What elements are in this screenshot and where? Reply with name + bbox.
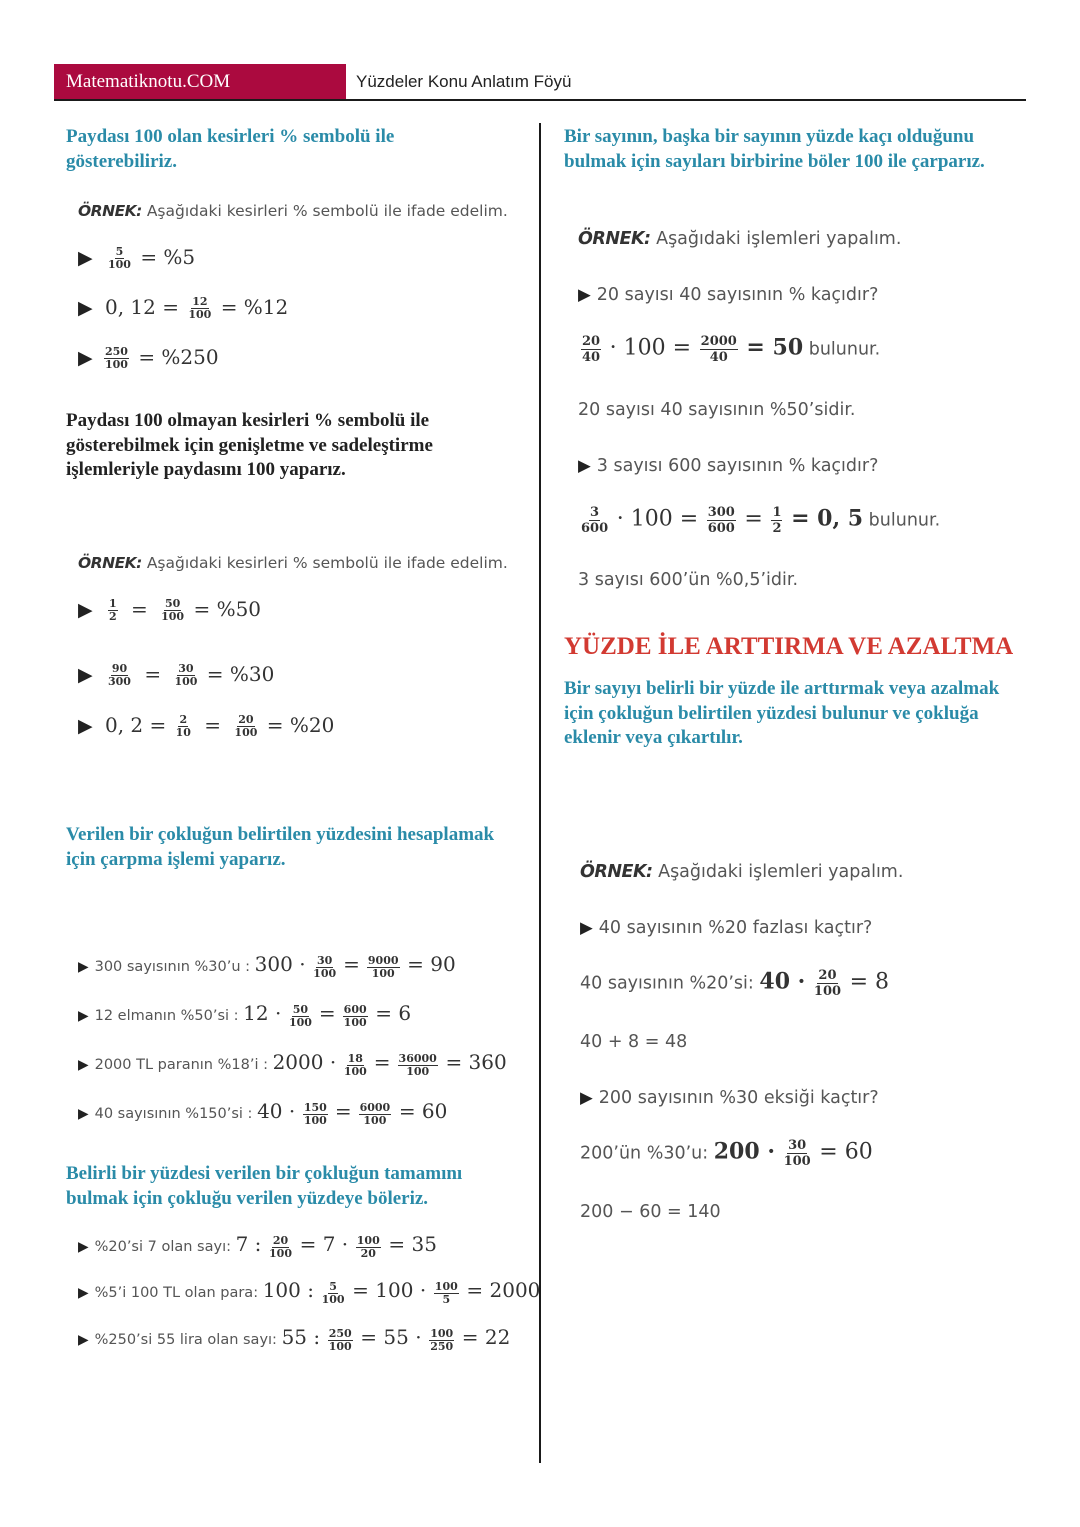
ornek-label: ÖRNEK:	[580, 862, 653, 882]
calculation: $\frac{20}{40}$ · 100 = $\frac{2000}{40}$ = 50 bulunur.	[582, 334, 881, 365]
fraction: $\frac{90}{300}$	[107, 662, 131, 688]
example-intro	[578, 229, 901, 249]
result: = %12	[220, 295, 289, 319]
example-item	[78, 295, 288, 321]
bullet-triangle-icon: ▶	[78, 715, 93, 737]
calculation: 200’ün %30’u: 200 · $\frac{30}{100}$ = 60	[580, 1138, 873, 1169]
sum-result: 40 + 8 = 48	[580, 1032, 688, 1052]
example-item: ▶ 2000 TL paranın %18’i : 2000 · $\frac{18}{100}$ = $\frac{36000}{100}$ = 360	[78, 1050, 507, 1078]
example-item: ▶ 40 sayısının %150’si : 40 · $\frac{150}{100}$ = $\frac{6000}{100}$ = 60	[78, 1099, 448, 1127]
question: ▶ 40 sayısının %20 fazlası kaçtır?	[580, 918, 873, 938]
column-divider	[539, 123, 541, 1463]
fraction: $\frac{30}{100}$	[174, 662, 198, 688]
result: = %30	[206, 662, 275, 686]
decimal: 0, 12 =	[104, 295, 179, 319]
ornek-text: Aşağıdaki işlemleri yapalım.	[656, 229, 902, 249]
ornek-label: ÖRNEK:	[78, 554, 142, 572]
example-item	[78, 245, 195, 271]
fraction: $\frac{5}{100}$	[107, 245, 131, 271]
ornek-text: Aşağıdaki kesirleri % sembolü ile ifade edelim.	[146, 554, 508, 572]
result: = %250	[138, 345, 219, 369]
bullet-triangle-icon: ▶	[580, 918, 593, 937]
question: ▶ 3 sayısı 600 sayısının % kaçıdır?	[578, 456, 879, 476]
bullet-triangle-icon: ▶	[78, 1106, 89, 1122]
bullet-triangle-icon: ▶	[578, 456, 591, 475]
decimal: 0, 2 =	[104, 713, 167, 737]
bullet-triangle-icon: ▶	[78, 1332, 89, 1348]
result: = %50	[193, 597, 262, 621]
section-heading-percent-of: Bir sayının, başka bir sayının yüzde kaçı olduğunu bulmak için sayıları birbirine böler 100 ile çarparız.	[564, 126, 985, 172]
example-item: ▶ %20’si 7 olan sayı: 7 : $\frac{20}{100}$ = 7 · $\frac{100}{20}$ = 35	[78, 1232, 437, 1260]
ornek-label: ÖRNEK:	[578, 229, 651, 249]
fraction: $\frac{1}{2}$	[108, 597, 117, 623]
example-intro	[78, 554, 508, 572]
example-item: ▶ $\frac{1}{2}$ = $\frac{50}{100}$ = %50	[78, 597, 262, 623]
section-heading-find-whole: Belirli bir yüzdesi verilen bir çokluğun tamamını bulmak için çokluğu verilen yüzdeye böleriz.	[66, 1163, 463, 1209]
ornek-text: Aşağıdaki kesirleri % sembolü ile ifade edelim.	[146, 202, 508, 220]
calculation: $\frac{3}{600}$ · 100 = $\frac{300}{600}$ = $\frac{1}{2}$ = 0, 5 bulunur.	[581, 505, 941, 536]
fraction: $\frac{250}{100}$	[104, 345, 128, 371]
difference-result: 200 − 60 = 140	[580, 1202, 721, 1222]
question: ▶ 200 sayısının %30 eksiği kaçtır?	[580, 1088, 879, 1108]
bullet-triangle-icon: ▶	[78, 1008, 89, 1024]
section-heading-percent-symbol: Paydası 100 olan kesirleri % sembolü ile gösterebiliriz.	[66, 126, 395, 172]
example-intro	[580, 862, 903, 882]
fraction: $\frac{2}{10}$	[175, 713, 191, 739]
question: ▶ 20 sayısı 40 sayısının % kaçıdır?	[578, 285, 879, 305]
bullet-triangle-icon: ▶	[78, 1057, 89, 1073]
fraction: $\frac{12}{100}$	[188, 295, 212, 321]
answer: 20 sayısı 40 sayısının %50’sidir.	[578, 400, 856, 420]
bullet-triangle-icon: ▶	[78, 347, 93, 369]
calculation: 40 sayısının %20’si: 40 · $\frac{20}{100}$ = 8	[580, 968, 890, 999]
document-title: Yüzdeler Konu Anlatım Föyü	[356, 72, 572, 91]
bullet-triangle-icon: ▶	[78, 599, 93, 621]
answer: 3 sayısı 600’ün %0,5’idir.	[578, 570, 799, 590]
example-item: ▶ $\frac{90}{300}$ = $\frac{30}{100}$ = %30	[78, 662, 275, 688]
bullet-triangle-icon: ▶	[78, 297, 93, 319]
example-intro	[78, 202, 508, 220]
bullet-triangle-icon: ▶	[580, 1088, 593, 1107]
brand-logo: Matematiknotu.COM	[54, 64, 346, 99]
page-header	[54, 64, 1026, 101]
section-title-increase-decrease: YÜZDE İLE ARTTIRMA VE AZALTMA	[564, 633, 1014, 660]
bullet-triangle-icon: ▶	[78, 664, 93, 686]
bullet-triangle-icon: ▶	[578, 285, 591, 304]
fraction: $\frac{50}{100}$	[161, 597, 185, 623]
section-heading-find-percent: Verilen bir çokluğun belirtilen yüzdesini hesaplamak için çarpma işlemi yaparız.	[66, 824, 495, 870]
example-item: ▶ 12 elmanın %50’si : 12 · $\frac{50}{100}$ = $\frac{600}{100}$ = 6	[78, 1001, 412, 1029]
section-heading-non-100: Paydası 100 olmayan kesirleri % sembolü ile gösterebilmek için genişletme ve sadeleştirme işlemleriyle paydasını 100 yaparız.	[66, 410, 433, 480]
result: = %5	[140, 245, 196, 269]
bullet-triangle-icon: ▶	[78, 1285, 89, 1301]
ornek-text: Aşağıdaki işlemleri yapalım.	[658, 862, 904, 882]
ornek-label: ÖRNEK:	[78, 202, 142, 220]
example-item: ▶ 0, 2 = $\frac{2}{10}$ = $\frac{20}{100}$ = %20	[78, 713, 335, 739]
example-item	[78, 345, 219, 371]
bullet-triangle-icon: ▶	[78, 247, 93, 269]
example-item: ▶ %250’si 55 lira olan sayı: 55 : $\frac{250}{100}$ = 55 · $\frac{100}{250}$ = 22	[78, 1325, 511, 1353]
result: = %20	[266, 713, 335, 737]
section-heading-increase-decrease: Bir sayıyı belirli bir yüzde ile arttırmak veya azalmak için çokluğun belirtilen yüzdesi bulunur ve çokluğa eklenir veya çıkartılır.	[564, 678, 1000, 748]
example-item: ▶ %5’i 100 TL olan para: 100 : $\frac{5}{100}$ = 100 · $\frac{100}{5}$ = 2000	[78, 1278, 541, 1306]
fraction: $\frac{20}{100}$	[234, 713, 258, 739]
bullet-triangle-icon: ▶	[78, 959, 89, 975]
example-item: ▶ 300 sayısının %30’u : 300 · $\frac{30}{100}$ = $\frac{9000}{100}$ = 90	[78, 952, 456, 980]
bullet-triangle-icon: ▶	[78, 1239, 89, 1255]
